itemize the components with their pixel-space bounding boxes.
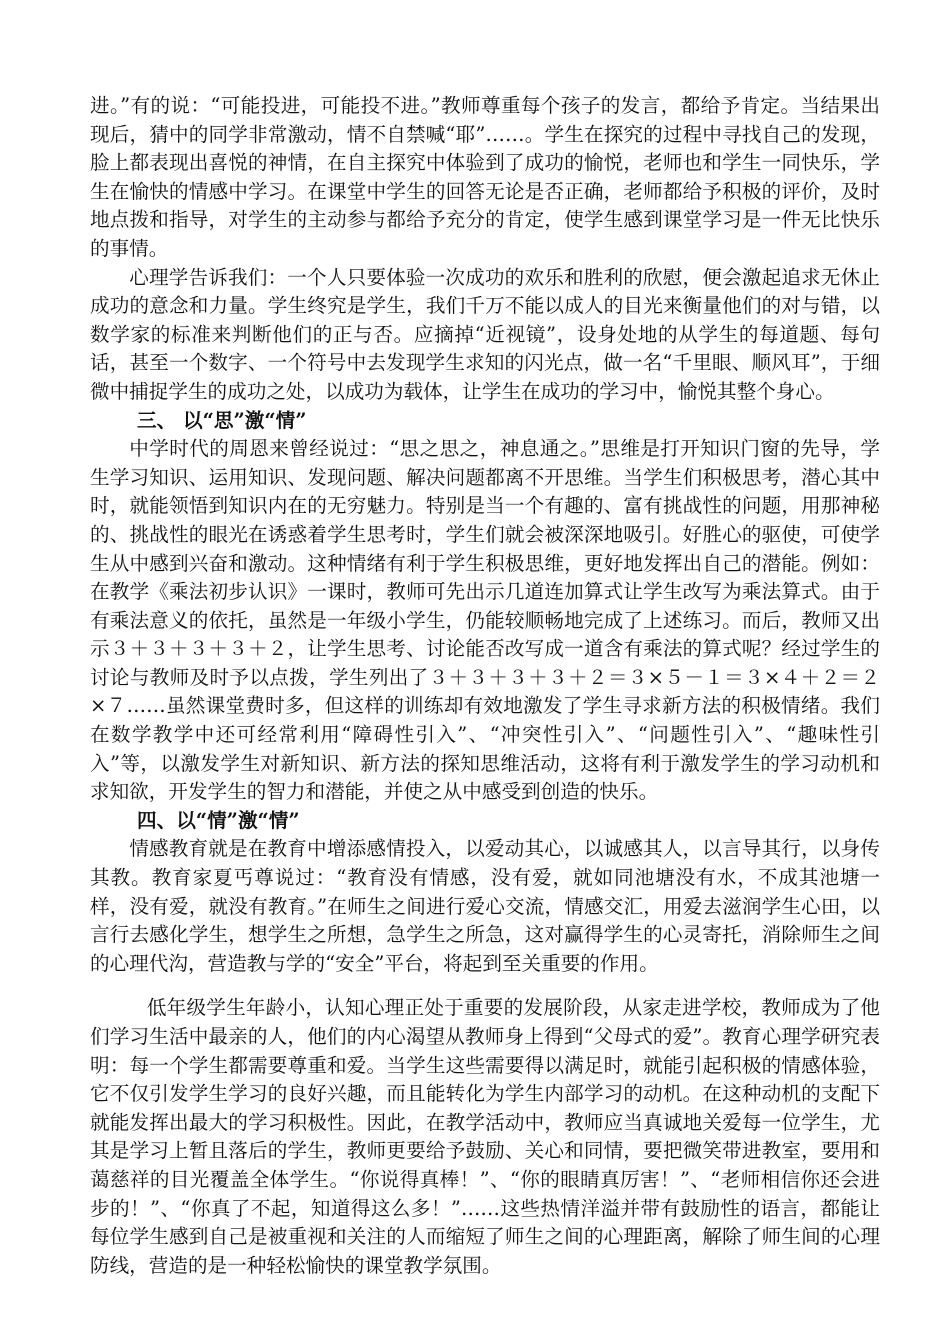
document-page xyxy=(90,92,880,1280)
paragraph-psychology: 心理学告诉我们：一个人只要体验一次成功的欢乐和胜利的欣慰，便会激起追求无休止成功的意念和力量。学生终究是学生，我们千万不能以成人的目光来衡量他们的对与错，以数学家的标准来判断他们的正与否。应摘掉“近视镜”，设身处地的从学生的每道题、每句话，甚至一个数字、一个符号中去发现学生求知的闪光点，做一名“千里眼、顺风耳”，于细微中捕捉学生的成功之处，以成功为载体，让学生在成功的学习中，愉悦其整个身心。 xyxy=(90,265,880,403)
section-heading-3: 三、 以“思”激“情” xyxy=(137,408,307,432)
paragraph-continuation: 进。”有的说：“可能投进，可能投不进。”教师尊重每个孩子的发言，都给予肯定。当结果出现后，猜中的同学非常激动，情不自禁喊“耶”……。学生在探究的过程中寻找自己的发现，脸上都表现出喜悦的神情，在自主探究中体验到了成功的愉悦，老师也和学生一同快乐，学生在愉快的情感中学习。在课堂中学生的回答无论是否正确，老师都给予积极的评价，及时地点拨和指导，对学生的主动参与都给予充分的肯定，使学生感到课堂学习是一件无比快乐的事情。 xyxy=(90,94,880,260)
section-heading-4: 四、以“情”激“情” xyxy=(137,808,300,832)
paragraph-emotion-education: 情感教育就是在教育中增添感情投入，以爱动其心，以诚感其人，以言导其行，以身传其教。教育家夏丐尊说过：“教育没有情感，没有爱，就如同池塘没有水，不成其池塘一样，没有爱，就没有教育。”在师生之间进行爱心交流，情感交汇，用爱去滋润学生心田，以言行去感化学生，想学生之所想，急学生之所急，这对赢得学生的心灵寄托，消除师生之间的心理代沟，营造教与学的“安全”平台，将起到至关重要的作用。 xyxy=(90,837,880,975)
paragraph-young-students: 低年级学生年龄小，认知心理正处于重要的发展阶段，从家走进学校，教师成为了他们学习生活中最亲的人，他们的内心渴望从教师身上得到“父母式的爱”。教育心理学研究表明：每一个学生都需要尊重和爱。当学生这些需要得以满足时，就能引起积极的情感体验，它不仅引发学生学习的良好兴趣，而且能转化为学生内部学习的动机。在这种动机的支配下就能发挥出最大的学习积极性。因此，在教学活动中，教师应当真诚地关爱每一位学生，尤其是学习上暂且落后的学生，教师更要给予鼓励、关心和同情，要把微笑带进教室，要用和蔼慈祥的目光覆盖全体学生。“你说得真棒！”、“你的眼睛真厉害！”、“老师相信你还会进步的！”、“你真了不起，知道得这么多！”……这些热情洋溢并带有鼓励性的语言，都能让每位学生感到自己是被重视和关注的人而缩短了师生之间的心理距离，解除了师生间的心理防线，营造的是一种轻松愉快的课堂教学氛围。 xyxy=(90,996,880,1277)
paragraph-thinking: 中学时代的周恩来曾经说过：“思之思之，神息通之。”思维是打开知识门窗的先导，学生学习知识、运用知识、发现问题、解决问题都离不开思维。当学生们积极思考，潜心其中时，就能领悟到知识内在的无穷魅力。特别是当一个有趣的、富有挑战性的问题，用那神秘的、挑战性的眼光在诱惑着学生思考时，学生们就会被深深地吸引。好胜心的驱使，可使学生从中感到兴奋和激动。这种情绪有利于学生积极思维，更好地发挥出自己的潜能。例如：在教学《乘法初步认识》一课时，教师可先出示几道连加算式让学生改写为乘法算式。由于有乘法意义的依托，虽然是一年级小学生，仍能较顺畅地完成了上述练习。而后，教师又出示３＋３＋３＋３＋２，让学生思考、讨论能否改写成一道含有乘法的算式呢？经过学生的讨论与教师及时予以点拨，学生列出了３＋３＋３＋３＋２＝３×５－１＝３×４＋２＝２×７……虽然课堂费时多，但这样的训练却有效地激发了学生寻求新方法的积极情绪。我们在数学教学中还可经常利用“障碍性引入”、“冲突性引入”、“问题性引入”、“趣味性引入”等，以激发学生对新知识、新方法的探知思维活动，这将有利于激发学生的学习动机和求知欲，开发学生的智力和潜能，并使之从中感受到创造的快乐。 xyxy=(90,437,880,804)
paragraph-gap xyxy=(90,978,880,994)
